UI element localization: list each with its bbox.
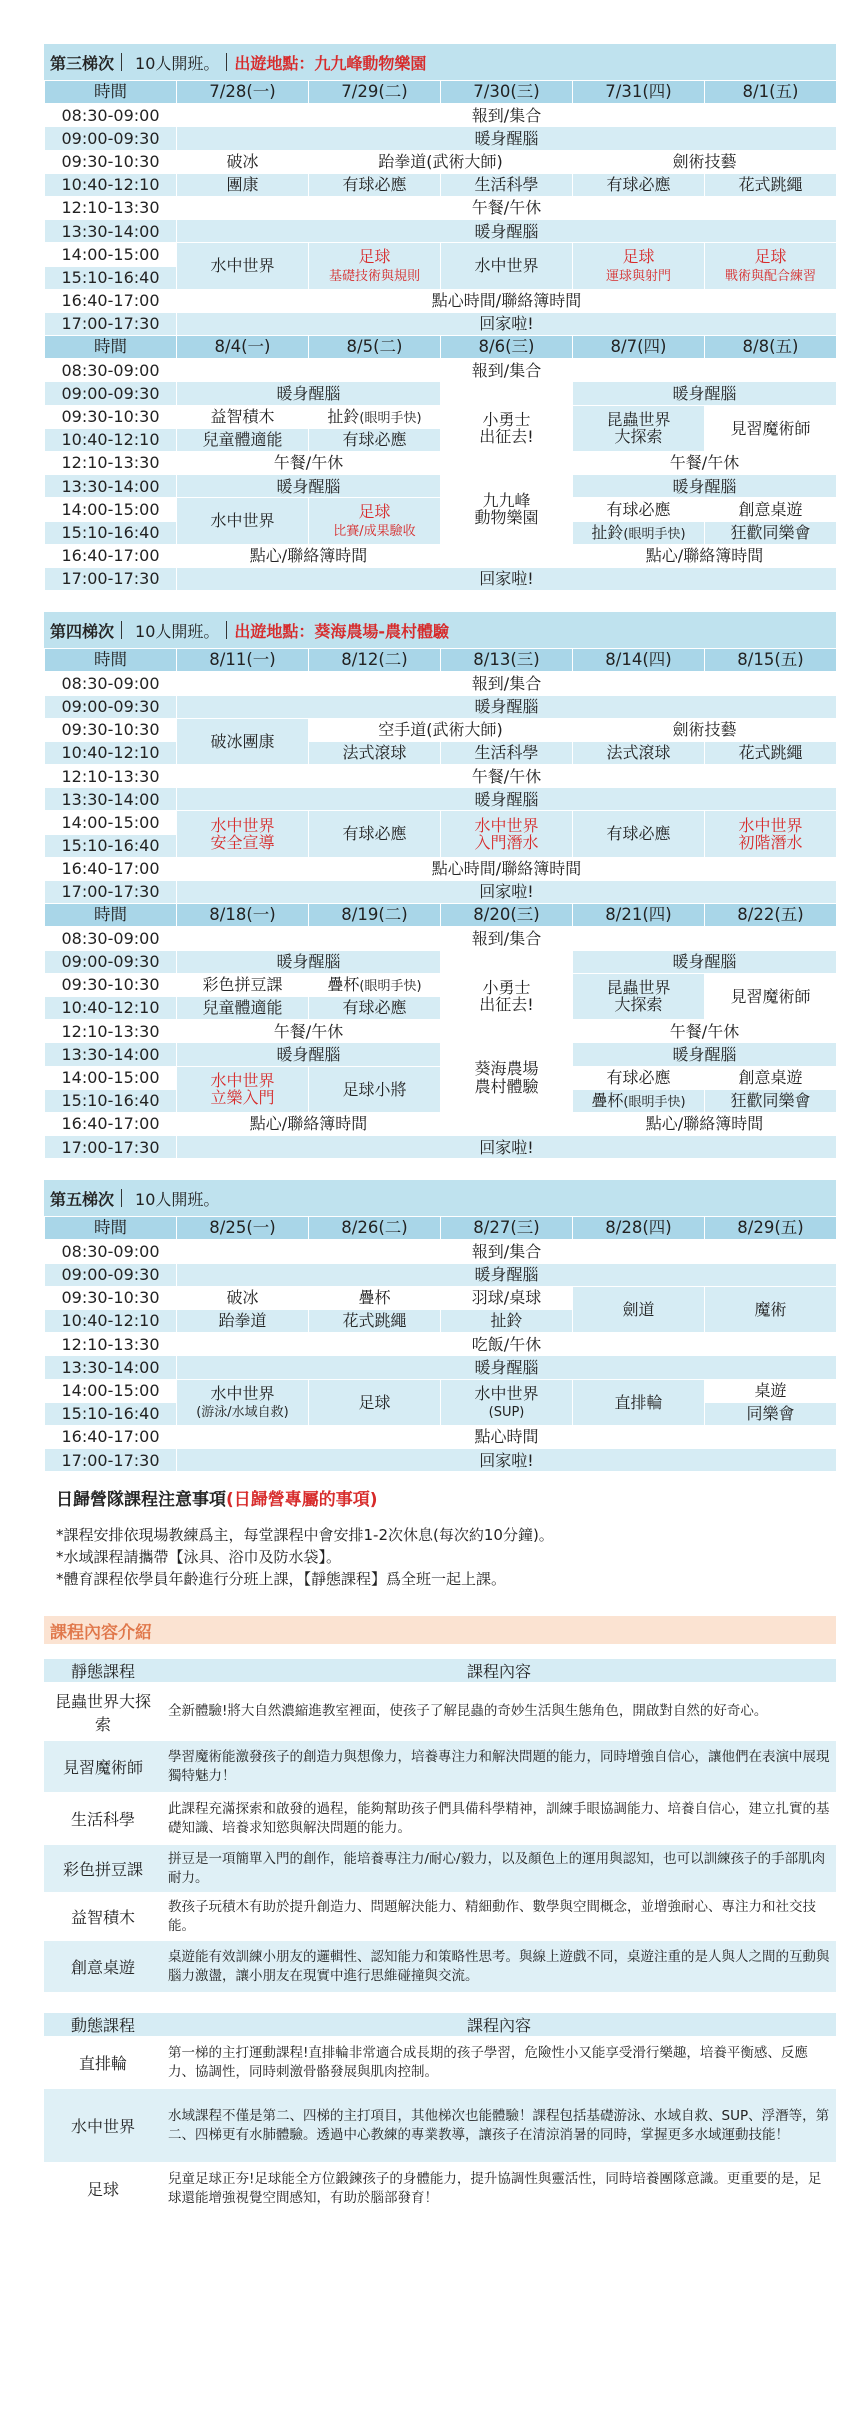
page [44,0,836,2214]
course-name: 見習魔術師 [44,1740,162,1792]
cell: 午餐/午休 [176,196,836,219]
col-header: 靜態課程 [44,1658,162,1682]
cell-sub: (眼明手快) [623,526,686,542]
col-header: 時間 [44,335,176,358]
time-cell: 17:00-17:30 [44,1135,176,1158]
col-header: 7/29(二) [308,80,440,103]
cell-line: 大探索 [614,995,663,1015]
cell-sub: (眼明手快) [359,410,422,426]
time-cell: 14:00-15:00 [44,497,176,520]
cell [572,242,704,288]
cell-line: 水中世界 [210,815,275,835]
cell [704,810,836,856]
cell-line: 水中世界 [738,815,803,835]
col-header: 8/6(三) [440,335,572,358]
cell: 桌遊 [704,1379,836,1402]
course-desc: 桌遊能有效訓練小朋友的邏輯性、認知能力和策略性思考。與線上遊戲不同，桌遊注重的是人與人之間的互動與腦力激盪，讓小朋友在現實中進行思維碰撞與交流。 [162,1940,836,1992]
note-item: *課程安排依現場教練爲主，每堂課程中會安排1-2次休息(每次約10分鐘)。 [56,1526,554,1545]
col-header: 8/26(二) [308,1216,440,1239]
time-cell: 12:10-13:30 [44,764,176,787]
note-item: *水域課程請攜帶【泳具、浴巾及防水袋】。 [56,1548,342,1567]
col-header: 8/29(五) [704,1216,836,1239]
cell: 暖身醒腦 [572,474,836,497]
time-cell: 15:10-16:40 [44,521,176,544]
cell: 創意桌遊 [704,1066,836,1089]
batch-location: 出遊地點：九九峰動物樂園 [234,53,427,73]
course-desc: 第一梯的主打運動課程!直排輪非常適合成長期的孩子學習，危險性小又能享受滑行樂趣，培養平衡感、反應力、協調性，同時刺激骨骼發展與肌肉控制。 [162,2036,836,2088]
cell [440,544,572,567]
cell-line: 出征去! [479,995,534,1015]
notes-heading-red: (日歸營專屬的事項) [226,1490,378,1511]
cell: 狂歡同樂會 [704,521,836,544]
col-header: 8/15(五) [704,648,836,671]
cell: 點心/聯絡簿時間 [572,1112,836,1135]
cell: 跆拳道 [176,1309,308,1332]
cell: 見習魔術師 [704,973,836,1019]
time-cell: 12:10-13:30 [44,1019,176,1042]
col-header: 時間 [44,1216,176,1239]
cell: 報到/集合 [176,1239,836,1262]
cell: 有球必應 [308,428,440,451]
cell: 回家啦! [176,880,836,903]
time-cell: 09:30-10:30 [44,973,176,996]
cell: 報到/集合 [176,926,836,949]
schedule-batch3-week2 [44,335,836,590]
cell: 破冰團康 [176,718,308,764]
time-cell: 10:40-12:10 [44,428,176,451]
course-name [44,1682,162,1740]
col-header: 時間 [44,903,176,926]
course-name: 生活科學 [44,1792,162,1844]
cell-line: 昆蟲世界 [606,410,671,430]
time-cell: 16:40-17:00 [44,544,176,567]
time-cell: 09:30-10:30 [44,405,176,428]
time-cell: 15:10-16:40 [44,1402,176,1425]
cell-sub: 運球與射門 [605,268,671,284]
cell: 法式滾球 [308,741,440,764]
cell: 報到/集合 [176,671,836,694]
cell-line: 小勇士 [482,410,531,430]
cell [572,405,704,451]
cell-line: 農村體驗 [474,1076,539,1096]
course-name: 益智積木 [44,1892,162,1940]
cell: 兒童體適能 [176,428,308,451]
course-name: 水中世界 [44,2088,162,2162]
col-header: 8/20(三) [440,903,572,926]
col-header: 8/11(一) [176,648,308,671]
batch-open: 10人開班。 [135,621,220,641]
cell: 暖身醒腦 [572,950,836,973]
time-cell: 10:40-12:10 [44,1309,176,1332]
time-cell: 09:00-09:30 [44,950,176,973]
col-header: 8/22(五) [704,903,836,926]
time-cell: 10:40-12:10 [44,173,176,196]
cell-line: 水中世界 [210,1070,275,1090]
col-header: 課程內容 [162,2012,836,2036]
schedule-batch4-week1 [44,648,836,903]
cell: 回家啦! [176,1448,836,1471]
batch4-header [44,612,836,648]
cell: 午餐/午休 [176,764,836,787]
course-name: 創意桌遊 [44,1940,162,1992]
col-header: 時間 [44,80,176,103]
cell: 點心/聯絡簿時間 [176,544,440,567]
time-cell: 16:40-17:00 [44,1425,176,1448]
cell: 足球 [308,1379,440,1425]
time-cell: 13:30-14:00 [44,1355,176,1378]
cell [572,973,704,1019]
time-cell: 14:00-15:00 [44,1379,176,1402]
cell [176,1066,308,1112]
cell: 同樂會 [704,1402,836,1425]
cell-sub: (SUP) [488,1404,525,1420]
cell-title: 水中世界 [210,1383,275,1403]
course-desc: 此課程充滿探索和啟發的過程，能夠幫助孩子們具備科學精神，訓練手眼協調能力、培養自信心，建立扎實的基礎知識、培養求知慾與解決問題的能力。 [162,1792,836,1844]
time-cell: 09:00-09:30 [44,126,176,149]
time-cell: 09:00-09:30 [44,695,176,718]
cell: 益智積木 [176,405,308,428]
cell-line: 葵海農場 [474,1059,539,1079]
time-cell: 09:00-09:30 [44,381,176,404]
cell: 跆拳道(武術大師) [308,150,572,173]
time-cell: 08:30-09:00 [44,103,176,126]
cell [440,810,572,856]
col-header: 8/1(五) [704,80,836,103]
cell: 暖身醒腦 [176,1042,440,1065]
schedule-batch5-week1 [44,1216,836,1471]
time-cell: 17:00-17:30 [44,567,176,590]
cell [176,810,308,856]
batch3-header [44,44,836,80]
course-name: 直排輪 [44,2036,162,2088]
cell: 扯鈴 [440,1309,572,1332]
cell: 破冰 [176,1286,308,1309]
cell: 午餐/午休 [176,1019,440,1042]
note-item: *體育課程依學員年齡進行分班上課，【靜態課程】爲全班一起上課。 [56,1570,507,1589]
cell: 兒童體適能 [176,996,308,1019]
time-cell: 13:30-14:00 [44,219,176,242]
col-header: 7/30(三) [440,80,572,103]
cell [572,1089,704,1112]
cell: 點心/聯絡簿時間 [572,544,836,567]
cell-sub: (眼明手快) [623,1094,686,1110]
static-courses-table [44,1658,836,1992]
col-header: 8/8(五) [704,335,836,358]
time-cell: 08:30-09:00 [44,671,176,694]
cell-title: 足球 [358,502,391,522]
time-cell: 15:10-16:40 [44,1089,176,1112]
cell [308,405,440,428]
time-cell: 12:10-13:30 [44,196,176,219]
cell: 暖身醒腦 [176,219,836,242]
cell-line: 小勇士 [482,978,531,998]
cell [572,521,704,544]
course-desc: 學習魔術能激發孩子的創造力與想像力，培養專注力和解決問題的能力，同時增強自信心，讓他們在表演中展現獨特魅力！ [162,1740,836,1792]
col-header: 課程內容 [162,1658,836,1682]
batch5-header [44,1180,836,1216]
cell-title: 扯鈴 [327,406,360,426]
cell [176,1379,308,1425]
course-desc: 教孩子玩積木有助於提升創造力、問題解決能力、精細動作、數學與空間概念，並增強耐心、專注力和社交技能。 [162,1892,836,1940]
batch-location: 出遊地點：葵海農場-農村體驗 [234,621,450,641]
time-cell: 17:00-17:30 [44,312,176,335]
cell: 暖身醒腦 [572,1042,836,1065]
cell-sub: 比賽/成果驗收 [333,523,416,539]
cell-line: 水中世界 [474,815,539,835]
time-cell: 08:30-09:00 [44,1239,176,1262]
col-header: 8/28(四) [572,1216,704,1239]
cell: 暖身醒腦 [176,1263,836,1286]
schedule-batch3-week1 [44,80,836,335]
time-cell: 12:10-13:30 [44,451,176,474]
cell: 生活科學 [440,173,572,196]
time-cell: 16:40-17:00 [44,857,176,880]
cell-sub: 基礎技術與規則 [328,268,420,284]
cell [440,1379,572,1425]
cell-line: 立樂入門 [210,1088,275,1108]
col-header: 8/4(一) [176,335,308,358]
cell: 創意桌遊 [704,497,836,520]
schedule-batch4-week2 [44,903,836,1158]
cell-line: 動物樂園 [474,508,539,528]
cell-line: 出征去! [479,427,534,447]
time-cell: 08:30-09:00 [44,358,176,381]
cell: 水中世界 [176,497,308,543]
cell-line: 昆蟲世界 [606,978,671,998]
time-cell: 17:00-17:30 [44,1448,176,1471]
cell: 水中世界 [176,242,308,288]
notes-list [56,1524,836,1590]
cell: 花式跳繩 [704,173,836,196]
time-cell: 14:00-15:00 [44,1066,176,1089]
col-header: 8/5(二) [308,335,440,358]
col-header: 8/21(四) [572,903,704,926]
col-header: 8/14(四) [572,648,704,671]
cell: 有球必應 [572,1066,704,1089]
time-cell: 09:30-10:30 [44,1286,176,1309]
time-cell: 16:40-17:00 [44,289,176,312]
time-cell: 08:30-09:00 [44,926,176,949]
cell: 有球必應 [308,810,440,856]
cell: 暖身醒腦 [176,474,440,497]
cell-sub: 戰術與配合練習 [724,268,816,284]
cell: 直排輪 [572,1379,704,1425]
cell: 劍道 [572,1286,704,1332]
cell: 暖身醒腦 [176,950,440,973]
cell [440,474,572,544]
cell: 吃飯/午休 [176,1332,836,1355]
time-cell: 09:30-10:30 [44,718,176,741]
batch-title: 第四梯次 [50,621,115,641]
cell: 彩色拼豆課 [176,973,308,996]
cell-line: 安全宣導 [210,833,275,853]
cell: 羽球/桌球 [440,1286,572,1309]
cell [440,950,572,1043]
cell-title: 水中世界 [474,1383,539,1403]
course-desc: 兒童足球正夯!足球能全方位鍛鍊孩子的身體能力，提升協調性與靈活性，同時培養團隊意識。更重要的是，足球還能增強視覺空間感知，有助於腦部發育！ [162,2162,836,2214]
batch-open: 10人開班。 [135,1189,220,1209]
cell: 魔術 [704,1286,836,1332]
col-header: 時間 [44,648,176,671]
cell: 足球小將 [308,1066,440,1112]
batch-title: 第三梯次 [50,53,115,73]
cell: 暖身醒腦 [176,126,836,149]
cell: 回家啦! [176,1135,836,1158]
cell: 報到/集合 [176,103,836,126]
cell: 花式跳繩 [704,741,836,764]
time-cell: 09:00-09:30 [44,1263,176,1286]
time-cell: 14:00-15:00 [44,810,176,833]
cell: 有球必應 [308,996,440,1019]
cell: 午餐/午休 [176,451,440,474]
cell: 暖身醒腦 [176,1355,836,1378]
cell: 水中世界 [440,242,572,288]
cell [440,1042,572,1112]
col-header: 8/7(四) [572,335,704,358]
cell: 點心時間/聯絡簿時間 [176,857,836,880]
cell: 報到/集合 [176,358,836,381]
cell: 午餐/午休 [572,451,836,474]
time-cell: 17:00-17:30 [44,880,176,903]
cell [308,497,440,543]
cell-sub: (游泳/水域自救) [196,1404,289,1420]
cell: 花式跳繩 [308,1309,440,1332]
course-desc: 水域課程不僅是第二、四梯的主打項目，其他梯次也能體驗！課程包括基礎游泳、水域自救、SUP、浮潛等，第二、四梯更有水肺體驗。透過中心教練的專業教導，讓孩子在清涼消暑的同時，掌握更多水域運動技能！ [162,2088,836,2162]
cell-title: 足球 [358,247,391,267]
cell: 生活科學 [440,741,572,764]
cell-title: 足球 [622,247,655,267]
dynamic-courses-table [44,2012,836,2214]
cell: 法式滾球 [572,741,704,764]
cell-line: 入門潛水 [474,833,539,853]
time-cell: 10:40-12:10 [44,741,176,764]
course-desc: 拼豆是一項簡單入門的創作，能培養專注力/耐心/毅力，以及顏色上的運用與認知，也可以訓練孩子的手部肌肉耐力。 [162,1844,836,1892]
cell: 回家啦! [176,567,836,590]
time-cell: 13:30-14:00 [44,787,176,810]
course-name: 彩色拼豆課 [44,1844,162,1892]
col-header: 7/31(四) [572,80,704,103]
col-header: 7/28(一) [176,80,308,103]
col-header: 8/12(二) [308,648,440,671]
cell-title: 疊杯 [591,1090,624,1110]
cell [308,242,440,288]
cell: 空手道(武術大師) [308,718,572,741]
cell: 見習魔術師 [704,405,836,451]
notes-heading [56,1485,836,1510]
cell: 暖身醒腦 [572,381,836,404]
batch-open: 10人開班。 [135,53,220,73]
cell: 暖身醒腦 [176,787,836,810]
cell-line: 大探索 [614,427,663,447]
cell: 點心/聯絡簿時間 [176,1112,440,1135]
cell-line: 九九峰 [482,491,531,511]
cell: 破冰 [176,150,308,173]
time-cell: 12:10-13:30 [44,1332,176,1355]
cell: 午餐/午休 [572,1019,836,1042]
cell: 點心時間 [176,1425,836,1448]
col-header: 動態課程 [44,2012,162,2036]
col-header: 8/19(二) [308,903,440,926]
cell [704,242,836,288]
courses-title: 課程內容介紹 [44,1616,836,1644]
time-cell: 13:30-14:00 [44,1042,176,1065]
cell: 劍術技藝 [572,718,836,741]
cell-title: 足球 [754,247,787,267]
cell: 暖身醒腦 [176,381,440,404]
cell [440,1112,572,1135]
cell [440,381,572,474]
col-header: 8/25(一) [176,1216,308,1239]
cell: 暖身醒腦 [176,695,836,718]
batch-title: 第五梯次 [50,1189,115,1209]
cell: 狂歡同樂會 [704,1089,836,1112]
cell: 有球必應 [308,173,440,196]
cell: 點心時間/聯絡簿時間 [176,289,836,312]
time-cell: 15:10-16:40 [44,834,176,857]
course-name-text: 昆蟲世界大探索 [54,1691,151,1734]
cell-line: 初階潛水 [738,833,803,853]
cell: 有球必應 [572,497,704,520]
cell: 團康 [176,173,308,196]
cell [308,973,440,996]
notes-heading-text: 日歸營隊課程注意事項 [56,1490,226,1511]
course-name: 足球 [44,2162,162,2214]
time-cell: 13:30-14:00 [44,474,176,497]
course-desc: 全新體驗!將大自然濃縮進教室裡面，使孩子了解昆蟲的奇妙生活與生態角色，開啟對自然的好奇心。 [162,1682,836,1740]
cell: 有球必應 [572,810,704,856]
time-cell: 10:40-12:10 [44,996,176,1019]
cell-sub: (眼明手快) [359,978,422,994]
time-cell: 16:40-17:00 [44,1112,176,1135]
cell: 有球必應 [572,173,704,196]
cell: 回家啦! [176,312,836,335]
col-header: 8/27(三) [440,1216,572,1239]
time-cell: 09:30-10:30 [44,150,176,173]
cell: 疊杯 [308,1286,440,1309]
time-cell: 15:10-16:40 [44,266,176,289]
cell-title: 扯鈴 [591,522,624,542]
cell-title: 疊杯 [327,974,360,994]
time-cell: 14:00-15:00 [44,242,176,265]
col-header: 8/13(三) [440,648,572,671]
cell: 劍術技藝 [572,150,836,173]
col-header: 8/18(一) [176,903,308,926]
